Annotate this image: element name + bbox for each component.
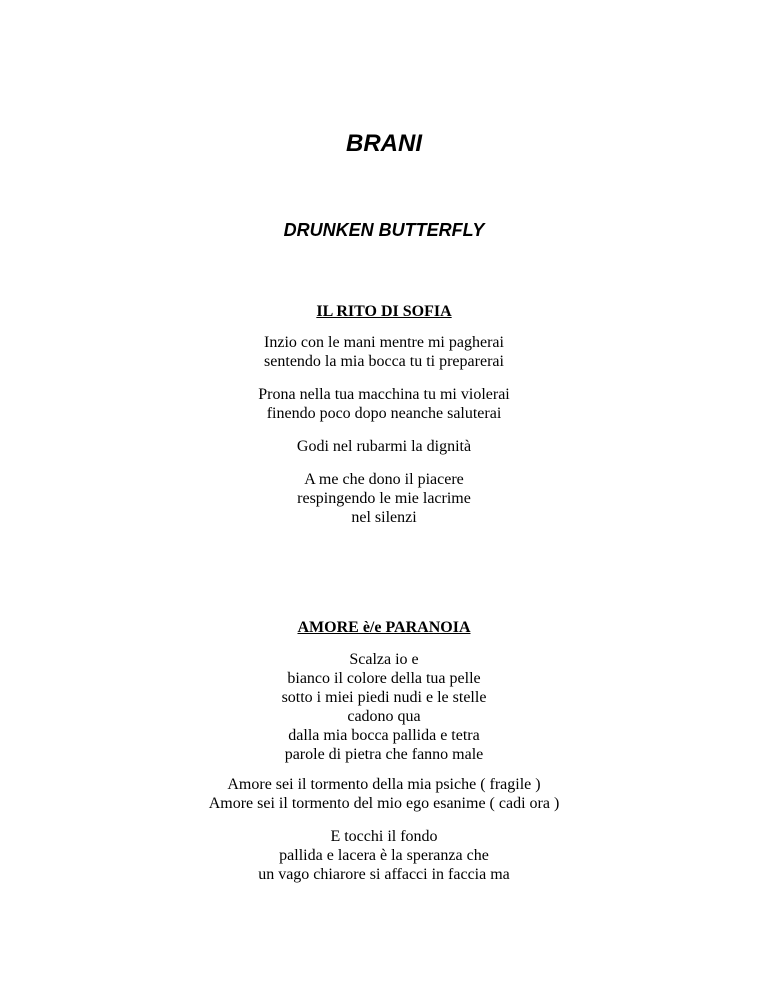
song-section-amore-paranoia bbox=[0, 618, 768, 638]
album-title: DRUNKEN BUTTERFLY bbox=[283, 220, 485, 240]
verse-line: parole di pietra che fanno male bbox=[284, 746, 484, 763]
verse-line: Amore sei il tormento della mia psiche ( fragile ) bbox=[227, 776, 541, 793]
stanza bbox=[0, 333, 768, 371]
verse-line: dalla mia bocca pallida e tetra bbox=[288, 727, 480, 744]
verse-line: cadono qua bbox=[347, 708, 421, 725]
stanza bbox=[0, 437, 768, 456]
stanza bbox=[0, 650, 768, 764]
verse-line: finendo poco dopo neanche saluterai bbox=[266, 405, 502, 422]
verse-line: Amore sei il tormento del mio ego esanime ( cadi ora ) bbox=[208, 795, 560, 812]
verse-line: respingendo le mie lacrime bbox=[297, 490, 471, 507]
song-section-il-rito-di-sofia bbox=[0, 302, 768, 322]
stanza bbox=[0, 470, 768, 527]
song-heading: IL RITO DI SOFIA bbox=[316, 303, 452, 320]
verse-line: Prona nella tua macchina tu mi violerai bbox=[258, 386, 510, 403]
stanza-refrain bbox=[0, 775, 768, 813]
verse-line: bianco il colore della tua pelle bbox=[287, 670, 481, 687]
document-title: BRANI bbox=[346, 130, 422, 157]
song-heading: AMORE è/e PARANOIA bbox=[297, 619, 471, 636]
verse-line: Scalza io e bbox=[349, 651, 419, 668]
verse-line: nel silenzi bbox=[351, 509, 417, 526]
verse-line: E tocchi il fondo bbox=[330, 828, 438, 845]
verse-line: un vago chiarore si affacci in faccia ma bbox=[258, 866, 510, 883]
verse-line: Godi nel rubarmi la dignità bbox=[296, 438, 472, 455]
stanza bbox=[0, 385, 768, 423]
verse-line: A me che dono il piacere bbox=[304, 471, 464, 488]
verse-line: sotto i miei piedi nudi e le stelle bbox=[281, 689, 487, 706]
verse-line: pallida e lacera è la speranza che bbox=[279, 847, 489, 864]
stanza bbox=[0, 827, 768, 884]
verse-line: sentendo la mia bocca tu ti preparerai bbox=[264, 353, 504, 370]
verse-line: Inzio con le mani mentre mi pagherai bbox=[264, 334, 504, 351]
